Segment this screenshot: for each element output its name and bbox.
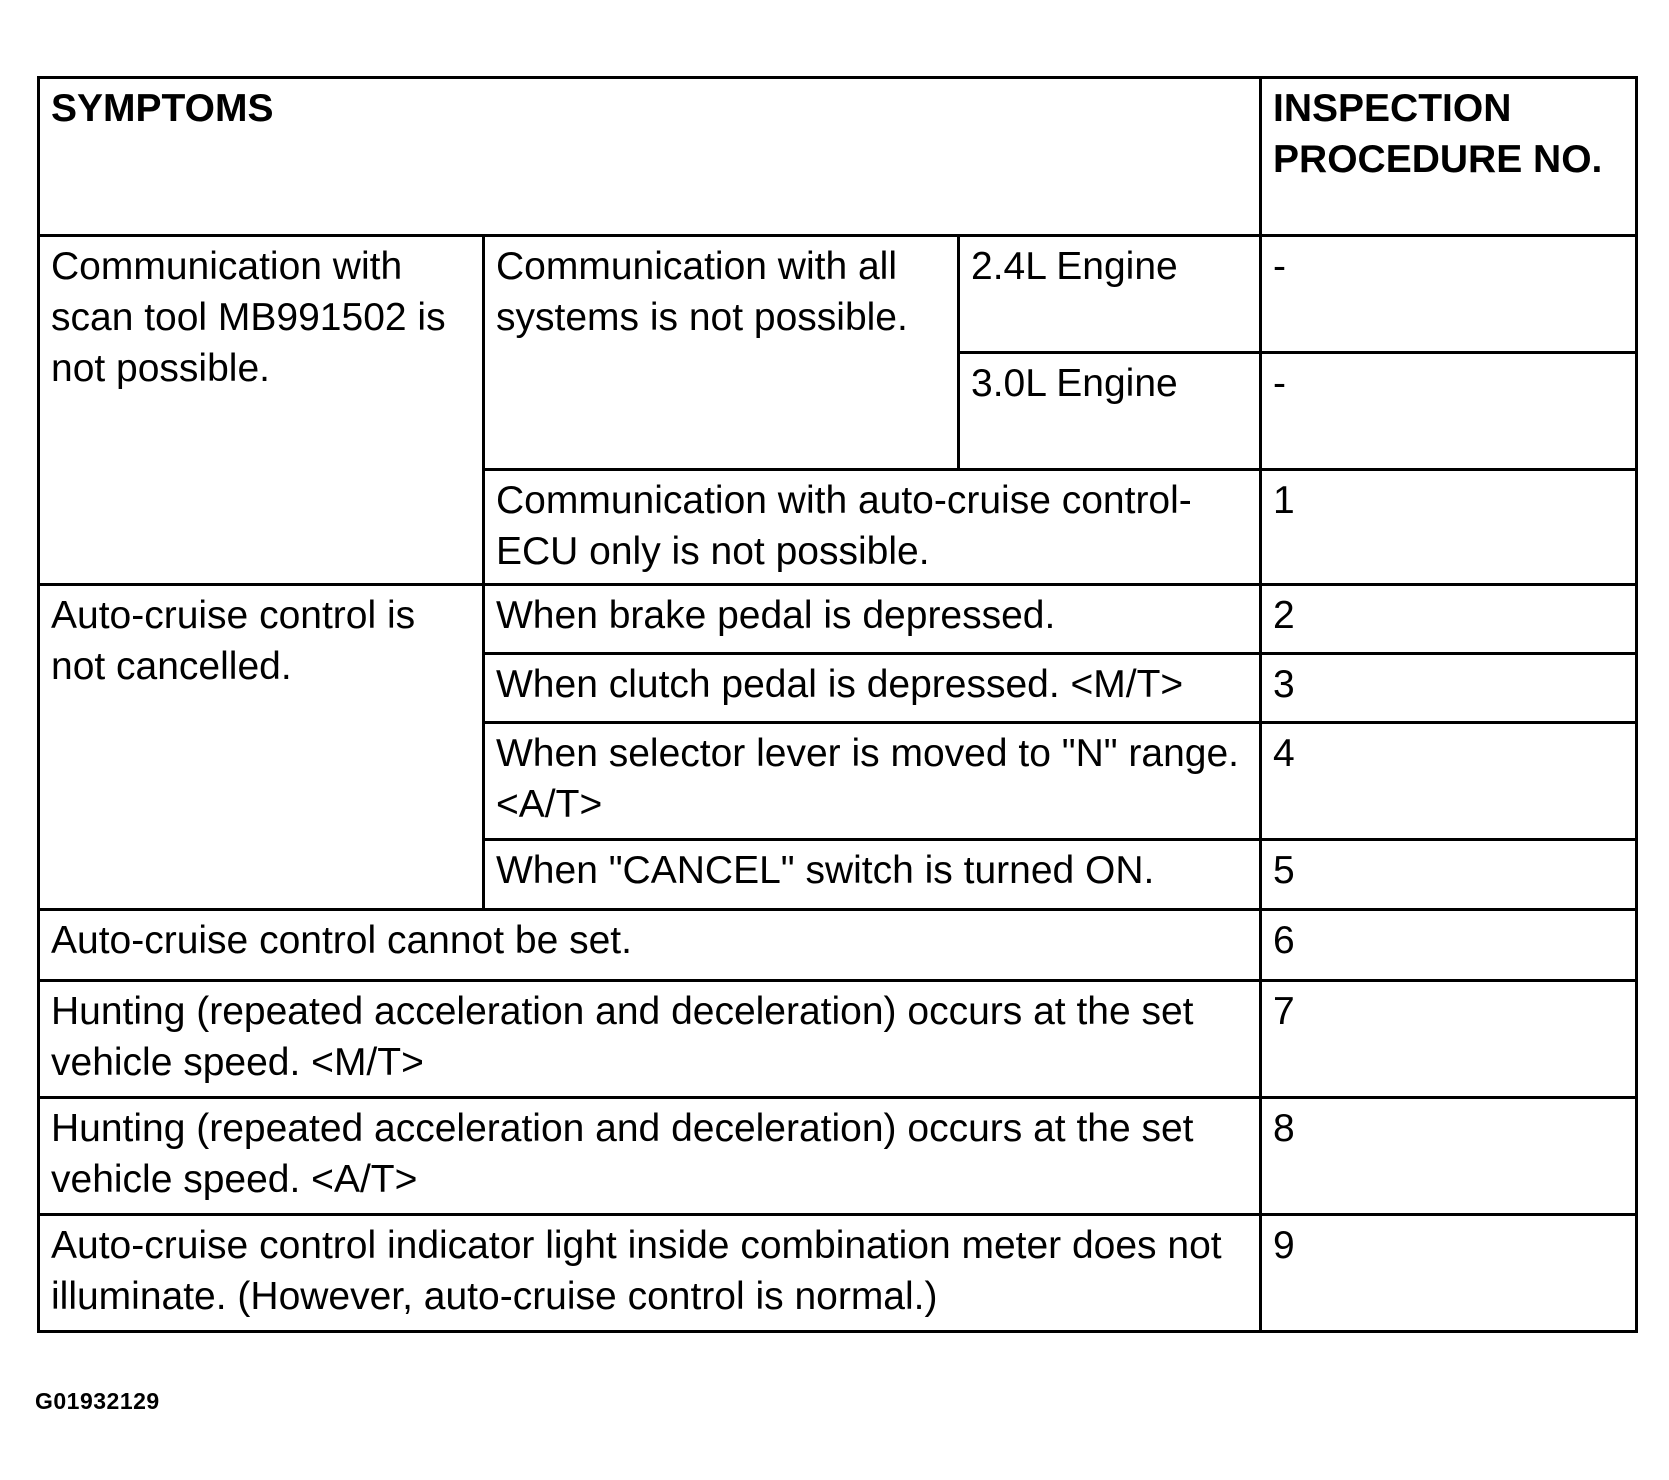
condition-cell: When selector lever is moved to "N" range. <A/T> xyxy=(484,723,1261,840)
condition-cell: Communication with all systems is not possible. xyxy=(484,236,959,470)
procedure-cell: 9 xyxy=(1261,1215,1637,1332)
symptom-cell: Hunting (repeated acceleration and deceleration) occurs at the set vehicle speed. <A/T> xyxy=(39,1098,1261,1215)
variant-cell: 3.0L Engine xyxy=(959,353,1261,470)
condition-cell: When brake pedal is depressed. xyxy=(484,585,1261,654)
procedure-cell: 1 xyxy=(1261,470,1637,585)
procedure-cell: 3 xyxy=(1261,654,1637,723)
header-symptoms: SYMPTOMS xyxy=(39,78,1261,236)
procedure-cell: 5 xyxy=(1261,840,1637,910)
table-header-row xyxy=(39,78,1637,236)
table-row xyxy=(39,1215,1637,1332)
symptom-cell: Auto-cruise control is not cancelled. xyxy=(39,585,484,910)
procedure-cell: - xyxy=(1261,353,1637,470)
header-inspection-procedure: INSPECTION PROCEDURE NO. xyxy=(1261,78,1637,236)
condition-cell: Communication with auto-cruise control-ECU only is not possible. xyxy=(484,470,1261,585)
table-row xyxy=(39,585,1637,654)
figure-id: G01932129 xyxy=(35,1388,160,1414)
table-row xyxy=(39,910,1637,981)
table-row xyxy=(39,1098,1637,1215)
procedure-cell: - xyxy=(1261,236,1637,353)
symptom-cell: Auto-cruise control cannot be set. xyxy=(39,910,1261,981)
table-row xyxy=(39,236,1637,353)
procedure-cell: 2 xyxy=(1261,585,1637,654)
procedure-cell: 8 xyxy=(1261,1098,1637,1215)
table-row xyxy=(39,981,1637,1098)
condition-cell: When clutch pedal is depressed. <M/T> xyxy=(484,654,1261,723)
symptom-cell: Communication with scan tool MB991502 is not possible. xyxy=(39,236,484,585)
symptom-cell: Hunting (repeated acceleration and deceleration) occurs at the set vehicle speed. <M/T> xyxy=(39,981,1261,1098)
procedure-cell: 7 xyxy=(1261,981,1637,1098)
symptoms-table xyxy=(37,76,1638,1333)
symptom-cell: Auto-cruise control indicator light inside combination meter does not illuminate. (However, auto-cruise control is normal.) xyxy=(39,1215,1261,1332)
procedure-cell: 6 xyxy=(1261,910,1637,981)
procedure-cell: 4 xyxy=(1261,723,1637,840)
variant-cell: 2.4L Engine xyxy=(959,236,1261,353)
condition-cell: When "CANCEL" switch is turned ON. xyxy=(484,840,1261,910)
